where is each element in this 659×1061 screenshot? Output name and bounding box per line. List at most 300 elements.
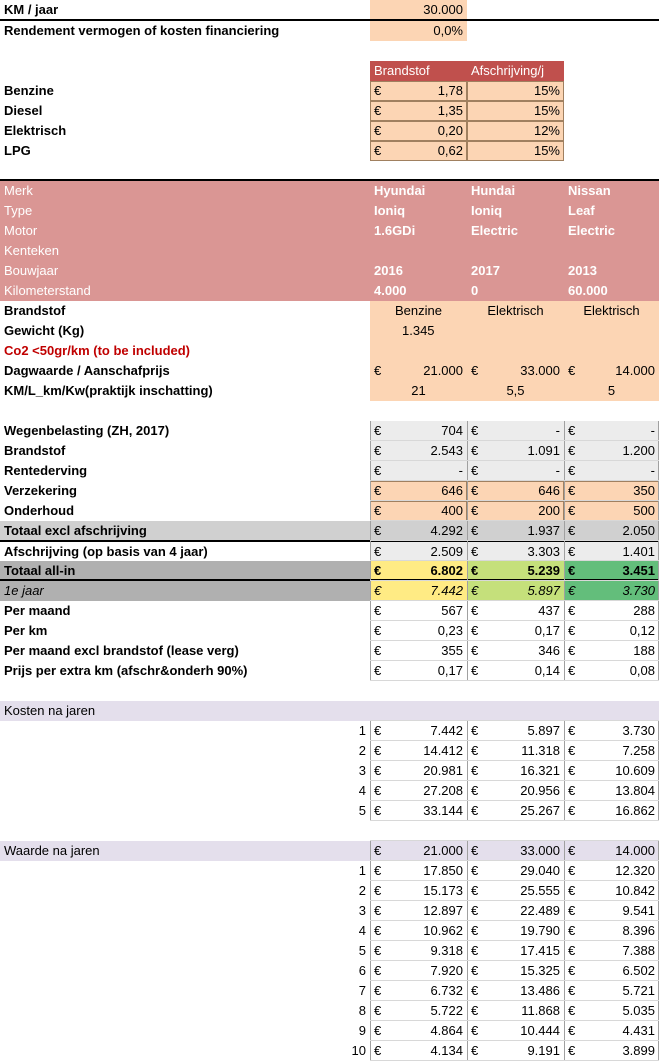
cell-value: 7.920 [430, 963, 463, 978]
cell-value: 11.868 [521, 1003, 560, 1018]
value-cell-2[interactable] [467, 921, 564, 941]
dagwaarde-label: Dagwaarde / Aanschafprijs [4, 363, 170, 378]
cell-value: 1.200 [622, 443, 655, 458]
kosten-year-row [0, 721, 659, 741]
cell-value: 8.396 [622, 923, 655, 938]
euro-sign: € [471, 1003, 479, 1018]
waarde-year-row [0, 1041, 659, 1061]
value-cell-3[interactable] [564, 741, 659, 761]
gridline [370, 721, 371, 821]
gridline [370, 540, 659, 541]
cell-value: 5.239 [527, 563, 560, 578]
cell-value: 646 [538, 483, 560, 498]
value-cell-2[interactable] [467, 521, 564, 541]
gridline [370, 620, 659, 621]
car-value[interactable]: Electric [568, 223, 615, 238]
value-cell-2[interactable] [467, 1001, 564, 1021]
euro-sign: € [374, 723, 382, 738]
value-cell-2[interactable] [467, 721, 564, 741]
car-type-row [0, 201, 659, 221]
value-cell-1[interactable] [370, 621, 467, 641]
depreciation-cell[interactable]: 15% [467, 101, 564, 121]
cell-value: 20.981 [423, 763, 463, 778]
euro-sign: € [568, 663, 576, 678]
euro-sign: € [374, 563, 382, 578]
value-cell-1[interactable] [370, 421, 467, 441]
euro-sign: € [568, 983, 576, 998]
gridline [370, 980, 659, 981]
euro-sign: € [374, 783, 382, 798]
year-number: 4 [358, 783, 366, 798]
cell-value: 16.862 [615, 803, 655, 818]
gewicht-row [0, 321, 659, 341]
value-cell-3[interactable] [564, 581, 659, 601]
gridline [370, 600, 659, 601]
value-cell-3[interactable] [564, 361, 659, 381]
euro-sign: € [568, 1003, 576, 1018]
value-cell-1[interactable] [370, 601, 467, 621]
gridline [370, 1040, 659, 1041]
value-cell-2[interactable] [467, 641, 564, 661]
gridline [370, 1020, 659, 1021]
fuel-type-cell[interactable]: Elektrisch [564, 301, 659, 321]
value-cell-2[interactable] [467, 461, 564, 481]
value-cell-1[interactable] [370, 1041, 467, 1061]
gridline [370, 880, 659, 881]
year-number: 10 [351, 1043, 366, 1058]
cell-value: 1,35 [437, 103, 463, 118]
value-cell-2[interactable] [467, 881, 564, 901]
kosten-year-row [0, 781, 659, 801]
rendement-row [0, 21, 659, 41]
co2-label: Co2 <50gr/km (to be included) [4, 343, 191, 358]
euro-sign: € [374, 903, 382, 918]
value-cell-1[interactable] [370, 581, 467, 601]
cell-value: 15.173 [423, 883, 463, 898]
value-cell-1[interactable] [370, 641, 467, 661]
gridline [467, 601, 468, 681]
cell-value: 5.897 [527, 583, 560, 598]
cell-value: 33.144 [423, 803, 463, 818]
cost-row [0, 481, 659, 501]
value-cell-2[interactable] [467, 741, 564, 761]
cell-value: 19.790 [520, 923, 560, 938]
cell-value: 0,23 [437, 623, 463, 638]
car-value[interactable]: 2016 [374, 263, 403, 278]
euro-sign: € [568, 643, 576, 658]
value-cell-2[interactable] [467, 1041, 564, 1061]
waarde-year-row [0, 981, 659, 1001]
car-value[interactable]: Hundai [471, 183, 516, 198]
cell-value: 1,78 [437, 83, 463, 98]
euro-sign: € [568, 963, 576, 978]
euro-sign: € [374, 1043, 382, 1058]
totaal-all-row [0, 561, 659, 581]
gridline [370, 680, 659, 681]
value-cell-1[interactable] [370, 661, 467, 681]
car-value[interactable]: Nissan [568, 183, 611, 198]
cell-value: 400 [441, 503, 463, 518]
year-number: 5 [358, 943, 366, 958]
value-cell-3[interactable] [564, 841, 659, 861]
cell-value: 567 [441, 603, 463, 618]
value-cell-2[interactable] [467, 481, 564, 501]
euro-sign: € [568, 943, 576, 958]
value-cell-3[interactable] [564, 501, 659, 521]
cell-value: 2.509 [430, 544, 463, 559]
value-cell-3[interactable] [564, 761, 659, 781]
value-cell-2[interactable] [467, 441, 564, 461]
brandstof-row [0, 301, 659, 321]
cost-label: Onderhoud [4, 503, 75, 518]
value-cell-3[interactable] [564, 421, 659, 441]
year-number: 2 [358, 743, 366, 758]
cost-row [0, 441, 659, 461]
euro-sign: € [374, 863, 382, 878]
km-per-year-row [0, 0, 659, 20]
euro-sign: € [374, 363, 382, 378]
euro-sign: € [374, 883, 382, 898]
car-value[interactable]: 2017 [471, 263, 500, 278]
car-value[interactable]: 1.6GDi [374, 223, 416, 238]
euro-sign: € [374, 623, 382, 638]
euro-sign: € [471, 723, 479, 738]
value-cell-3[interactable] [564, 481, 659, 501]
value-cell-1[interactable] [370, 481, 467, 501]
gridline [370, 840, 659, 841]
euro-sign: € [471, 803, 479, 818]
cell-value: 21.000 [423, 363, 463, 378]
euro-sign: € [471, 843, 479, 858]
euro-sign: € [471, 623, 479, 638]
cell-value: 10.962 [423, 923, 463, 938]
value-cell-3[interactable] [564, 941, 659, 961]
value-cell-1[interactable] [370, 561, 467, 581]
car-value[interactable]: Ioniq [374, 203, 406, 218]
euro-sign: € [471, 743, 479, 758]
value-cell-2[interactable] [467, 501, 564, 521]
gridline [467, 721, 468, 821]
car-motor-row [0, 221, 659, 241]
car-field-label: Bouwjaar [4, 263, 59, 278]
afschrijving-label: Afschrijving (op basis van 4 jaar) [4, 544, 208, 559]
value-cell-3[interactable] [564, 981, 659, 1001]
euro-sign: € [374, 943, 382, 958]
value-cell-2[interactable] [467, 941, 564, 961]
car-value[interactable] [564, 241, 659, 261]
euro-sign: € [471, 983, 479, 998]
value-cell-1[interactable] [370, 801, 467, 821]
car-value[interactable] [467, 241, 564, 261]
cell-value: 14.412 [423, 743, 463, 758]
value-cell-1[interactable] [370, 1001, 467, 1021]
value-cell-2[interactable] [467, 361, 564, 381]
year-number: 8 [358, 1003, 366, 1018]
euro-sign: € [568, 463, 576, 478]
car-value[interactable]: 4.000 [374, 283, 407, 298]
euro-sign: € [568, 483, 576, 498]
euro-sign: € [374, 983, 382, 998]
cell-value: 6.732 [430, 983, 463, 998]
value-cell-1[interactable] [370, 141, 467, 161]
euro-sign: € [568, 1023, 576, 1038]
car-value[interactable]: Electric [471, 223, 518, 238]
fuel-type-cell[interactable]: Benzine [370, 301, 467, 321]
fuel-row [0, 121, 659, 141]
extra-km-label: Prijs per extra km (afschr&onderh 90%) [4, 663, 248, 678]
euro-sign: € [374, 423, 382, 438]
value-cell-3[interactable] [564, 801, 659, 821]
car-value[interactable] [370, 241, 467, 261]
euro-sign: € [471, 1023, 479, 1038]
waarde-year-row [0, 901, 659, 921]
euro-sign: € [374, 1023, 382, 1038]
cell-value: 33.000 [520, 843, 560, 858]
euro-sign: € [568, 803, 576, 818]
value-cell-1[interactable] [370, 361, 467, 381]
value-cell-3[interactable] [564, 461, 659, 481]
value-cell-1[interactable] [370, 521, 467, 541]
value-cell-3[interactable] [564, 1021, 659, 1041]
value-cell-1[interactable] [370, 761, 467, 781]
euro-sign: € [568, 623, 576, 638]
waarde-year-row [0, 1001, 659, 1021]
gridline [370, 940, 659, 941]
cell-value: 346 [538, 643, 560, 658]
value-cell-1[interactable] [370, 542, 467, 562]
weight-value: 1.345 [402, 323, 435, 338]
value-cell-1[interactable] [370, 461, 467, 481]
value-cell-2[interactable] [467, 801, 564, 821]
gridline [370, 460, 659, 461]
cell-value: 2.050 [622, 523, 655, 538]
euro-sign: € [471, 783, 479, 798]
cost-row [0, 421, 659, 441]
value-cell-1[interactable] [370, 841, 467, 861]
euro-sign: € [471, 423, 479, 438]
value-cell-3[interactable] [564, 881, 659, 901]
value-cell-1[interactable] [370, 441, 467, 461]
value-cell-1[interactable] [370, 501, 467, 521]
year-number: 3 [358, 903, 366, 918]
value-cell-2[interactable] [467, 961, 564, 981]
value-cell-3[interactable] [564, 601, 659, 621]
cell-value: 646 [441, 483, 463, 498]
car-bouwjaar-row [0, 261, 659, 281]
value-cell-3[interactable] [564, 641, 659, 661]
euro-sign: € [568, 723, 576, 738]
car-value[interactable]: 2013 [568, 263, 597, 278]
cell-value: 4.431 [622, 1023, 655, 1038]
car-field-label: Motor [4, 223, 38, 238]
value-cell-2[interactable] [467, 1021, 564, 1041]
consumption-cell[interactable]: 5 [564, 381, 659, 401]
value-cell-2[interactable] [467, 781, 564, 801]
gridline [370, 580, 659, 581]
value-cell-3[interactable] [564, 901, 659, 921]
depreciation-cell[interactable]: 15% [467, 141, 564, 161]
cost-label: Wegenbelasting (ZH, 2017) [4, 423, 170, 438]
value-cell-3[interactable] [564, 542, 659, 562]
euro-sign: € [568, 743, 576, 758]
euro-sign: € [568, 363, 576, 378]
rendement-input[interactable]: 0,0% [370, 21, 467, 41]
car-value[interactable]: Leaf [568, 203, 595, 218]
value-cell-1[interactable] [370, 741, 467, 761]
cell-value: 3.730 [622, 583, 655, 598]
cell-value: 437 [538, 603, 560, 618]
value-cell-3[interactable] [564, 1041, 659, 1061]
fuel-row [0, 81, 659, 101]
value-cell-2[interactable] [467, 901, 564, 921]
euro-sign: € [568, 763, 576, 778]
euro-sign: € [471, 603, 479, 618]
cell-value: 25.555 [520, 883, 560, 898]
totaal-excl-row [0, 521, 659, 541]
cell-value: 21.000 [423, 843, 463, 858]
per-maand-label: Per maand [4, 603, 71, 618]
totaal-excl-label: Totaal excl afschrijving [4, 523, 147, 538]
cell-value: 11.318 [521, 743, 560, 758]
euro-sign: € [568, 843, 576, 858]
cell-value: 3.303 [527, 544, 560, 559]
value-cell-2[interactable] [467, 421, 564, 441]
consumption-cell[interactable]: 5,5 [467, 381, 564, 401]
cell-value: 0,62 [437, 143, 463, 158]
car-value[interactable]: 60.000 [568, 283, 608, 298]
gridline [370, 560, 659, 561]
cell-value: 22.489 [520, 903, 560, 918]
cell-value: 10.444 [520, 1023, 560, 1038]
value-cell-1[interactable] [370, 921, 467, 941]
cost-row [0, 501, 659, 521]
value-cell-2[interactable] [467, 841, 564, 861]
kosten-year-row [0, 761, 659, 781]
euro-sign: € [374, 643, 382, 658]
euro-sign: € [568, 903, 576, 918]
value-cell-3[interactable] [564, 521, 659, 541]
value-cell-3[interactable] [564, 921, 659, 941]
value-cell-2[interactable] [467, 661, 564, 681]
value-cell-1[interactable] [370, 1021, 467, 1041]
waarde-na-jaren-header [0, 841, 659, 861]
value-cell-1[interactable] [370, 721, 467, 741]
cell-value: 0,08 [629, 663, 655, 678]
value-cell-2[interactable] [467, 761, 564, 781]
euro-sign: € [471, 663, 479, 678]
cell-value: 188 [633, 643, 655, 658]
weight-cell[interactable] [370, 321, 659, 341]
value-cell-3[interactable] [564, 861, 659, 881]
year-number: 9 [358, 1023, 366, 1038]
cell-value: 200 [538, 503, 560, 518]
kosten-year-row [0, 801, 659, 821]
waarde-header-label: Waarde na jaren [4, 843, 100, 858]
value-cell-1[interactable] [370, 941, 467, 961]
cell-value: 9.318 [430, 943, 463, 958]
euro-sign: € [374, 763, 382, 778]
cell-value: - [555, 463, 560, 478]
cell-value: 6.802 [430, 563, 463, 578]
year-number: 6 [358, 963, 366, 978]
value-cell-2[interactable] [467, 621, 564, 641]
value-cell-3[interactable] [564, 561, 659, 581]
car-value[interactable]: Hyundai [374, 183, 426, 198]
cost-label: Rentederving [4, 463, 88, 478]
cell-value: 3.730 [622, 723, 655, 738]
rendement-label: Rendement vermogen of kosten financiering [4, 23, 280, 38]
value-cell-2[interactable] [467, 601, 564, 621]
value-cell-3[interactable] [564, 721, 659, 741]
fuel-type-cell[interactable]: Elektrisch [467, 301, 564, 321]
cell-value: 12.320 [615, 863, 655, 878]
euro-sign: € [568, 863, 576, 878]
gridline [370, 760, 659, 761]
fuel-name: Diesel [4, 103, 43, 118]
euro-sign: € [374, 923, 382, 938]
value-cell-3[interactable] [564, 781, 659, 801]
depreciation-cell[interactable]: 12% [467, 121, 564, 141]
value-cell-1[interactable] [370, 901, 467, 921]
euro-sign: € [471, 544, 479, 559]
value-cell-2[interactable] [467, 581, 564, 601]
value-cell-3[interactable] [564, 441, 659, 461]
euro-sign: € [568, 923, 576, 938]
value-cell-2[interactable] [467, 561, 564, 581]
euro-sign: € [471, 443, 479, 458]
value-cell-1[interactable] [370, 961, 467, 981]
value-cell-1[interactable] [370, 781, 467, 801]
value-cell-3[interactable] [564, 621, 659, 641]
cell-value: 4.292 [430, 523, 463, 538]
cell-value: 7.442 [430, 583, 463, 598]
cell-value: 1.401 [622, 544, 655, 559]
consumption-cell[interactable]: 21 [370, 381, 467, 401]
value-cell-3[interactable] [564, 961, 659, 981]
value-cell-3[interactable] [564, 1001, 659, 1021]
co2-cell[interactable] [370, 341, 659, 361]
gridline [370, 960, 659, 961]
value-cell-2[interactable] [467, 542, 564, 562]
value-cell-1[interactable] [370, 101, 467, 121]
value-cell-1[interactable] [370, 881, 467, 901]
kosten-header-label: Kosten na jaren [4, 703, 96, 718]
euro-sign: € [374, 663, 382, 678]
euro-sign: € [374, 843, 382, 858]
cell-value: 1.091 [527, 443, 560, 458]
value-cell-1[interactable] [370, 861, 467, 881]
gridline [467, 841, 468, 1061]
value-cell-1[interactable] [370, 121, 467, 141]
gridline [370, 841, 371, 1061]
car-value[interactable]: Ioniq [471, 203, 503, 218]
value-cell-3[interactable] [564, 661, 659, 681]
car-value[interactable]: 0 [471, 283, 479, 298]
km-label: KM / jaar [4, 2, 59, 17]
value-cell-1[interactable] [370, 81, 467, 101]
depreciation-cell[interactable]: 15% [467, 81, 564, 101]
year-number: 7 [358, 983, 366, 998]
value-cell-1[interactable] [370, 981, 467, 1001]
car-merk-row [0, 181, 659, 201]
co2-row [0, 341, 659, 361]
value-cell-2[interactable] [467, 861, 564, 881]
km-input[interactable]: 30.000 [370, 0, 467, 20]
year-number: 2 [358, 883, 366, 898]
value-cell-2[interactable] [467, 981, 564, 1001]
dagwaarde-row [0, 361, 659, 381]
lease-row [0, 641, 659, 661]
